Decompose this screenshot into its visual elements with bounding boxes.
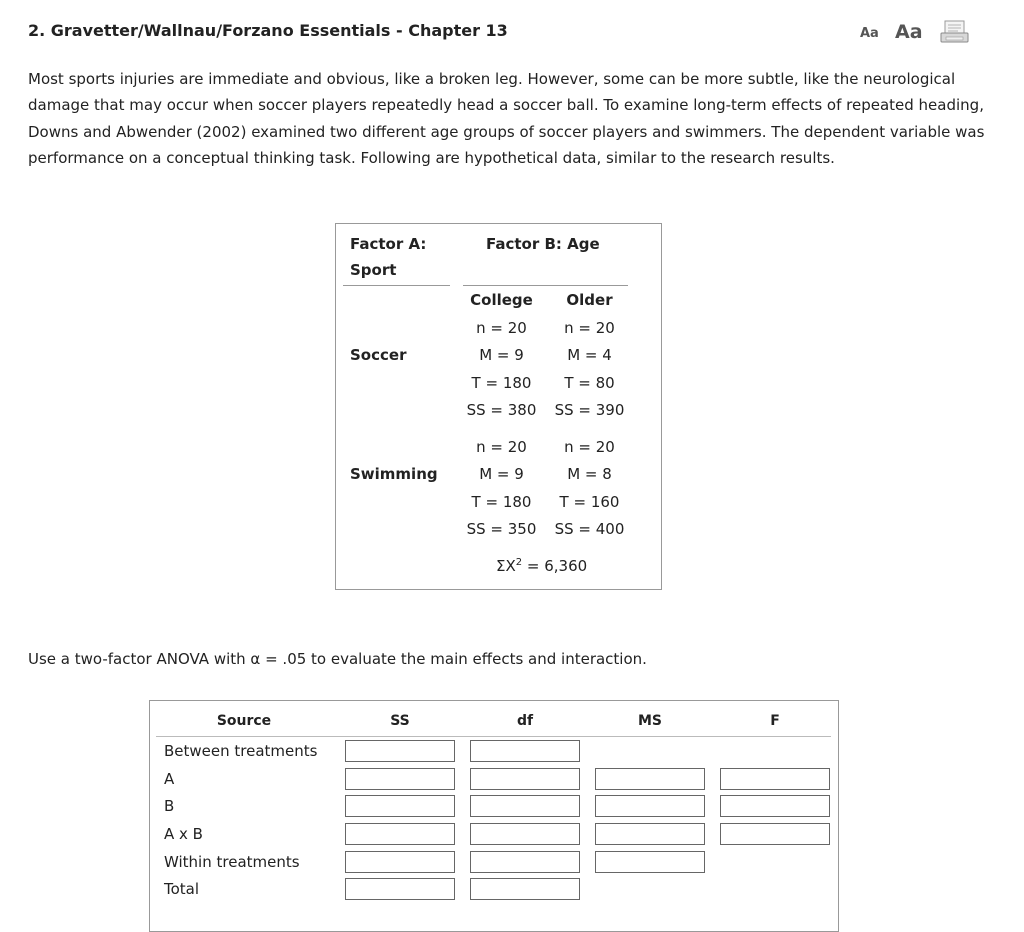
f-a-input[interactable] bbox=[720, 768, 830, 790]
factor-a-sport-label: Sport bbox=[350, 261, 397, 279]
increase-font-button[interactable]: Aa bbox=[895, 21, 923, 43]
question-title: 2. Gravetter/Wallnau/Forzano Essentials - Chapter 13 bbox=[28, 21, 508, 40]
row-label-axb: A x B bbox=[164, 825, 203, 843]
cell-stat: T = 180 bbox=[471, 493, 532, 511]
design-table bbox=[335, 223, 662, 590]
header-f: F bbox=[770, 713, 780, 729]
divider bbox=[156, 736, 831, 737]
ms-axb-input[interactable] bbox=[595, 823, 705, 845]
f-axb-input[interactable] bbox=[720, 823, 830, 845]
ms-a-input[interactable] bbox=[595, 768, 705, 790]
cell-stat: SS = 390 bbox=[554, 401, 625, 419]
row-label-between: Between treatments bbox=[164, 742, 318, 760]
ss-b-input[interactable] bbox=[345, 795, 455, 817]
row-label-a: A bbox=[164, 770, 175, 788]
cell-stat: n = 20 bbox=[564, 319, 615, 337]
cell-stat: M = 9 bbox=[479, 465, 524, 483]
sum-x-squared bbox=[496, 557, 587, 575]
cell-stat: n = 20 bbox=[564, 438, 615, 456]
intro-paragraph: Most sports injuries are immediate and obvious, like a broken leg. However, some can be more subtle, like the neurological damage that may occur when soccer players repeatedly head a soccer ball. To examine long-term effects of repeated heading, Downs and Abwender (2002) examined two different age groups of soccer players and swimmers. The dependent variable was performance on a conceptual thinking task. Following are hypothetical data, similar to the research results. bbox=[28, 70, 985, 167]
df-within-input[interactable] bbox=[470, 851, 580, 873]
divider bbox=[463, 285, 628, 286]
cell-stat: M = 9 bbox=[479, 346, 524, 364]
ms-b-input[interactable] bbox=[595, 795, 705, 817]
header-ms: MS bbox=[637, 713, 662, 729]
sum-x-value: = 6,360 bbox=[522, 557, 588, 575]
sum-x-symbol: ΣX bbox=[496, 557, 516, 575]
df-a-input[interactable] bbox=[470, 768, 580, 790]
divider bbox=[343, 285, 450, 286]
header-source: Source bbox=[216, 713, 272, 729]
cell-stat: M = 4 bbox=[567, 346, 612, 364]
ms-within-input[interactable] bbox=[595, 851, 705, 873]
cell-stat: n = 20 bbox=[476, 319, 527, 337]
df-total-input[interactable] bbox=[470, 878, 580, 900]
col-header-older: Older bbox=[566, 291, 613, 309]
row-label-total: Total bbox=[164, 880, 200, 898]
cell-stat: T = 160 bbox=[559, 493, 620, 511]
f-b-input[interactable] bbox=[720, 795, 830, 817]
cell-stat: T = 180 bbox=[471, 374, 532, 392]
header-df: df bbox=[516, 713, 534, 729]
decrease-font-button[interactable]: Aa bbox=[860, 26, 879, 41]
row-label-b: B bbox=[164, 797, 175, 815]
factor-a-label: Factor A: bbox=[350, 235, 427, 253]
row-label-within: Within treatments bbox=[164, 853, 300, 871]
ss-between-input[interactable] bbox=[345, 740, 455, 762]
cell-stat: T = 80 bbox=[564, 374, 615, 392]
row-label-swimming: Swimming bbox=[350, 465, 438, 483]
df-axb-input[interactable] bbox=[470, 823, 580, 845]
factor-b-label: Factor B: Age bbox=[486, 235, 600, 253]
df-between-input[interactable] bbox=[470, 740, 580, 762]
cell-stat: SS = 400 bbox=[554, 520, 625, 538]
print-icon[interactable] bbox=[940, 20, 970, 44]
cell-stat: M = 8 bbox=[567, 465, 612, 483]
ss-within-input[interactable] bbox=[345, 851, 455, 873]
ss-a-input[interactable] bbox=[345, 768, 455, 790]
cell-stat: n = 20 bbox=[476, 438, 527, 456]
col-header-college: College bbox=[470, 291, 533, 309]
instruction-text: Use a two-factor ANOVA with α = .05 to evaluate the main effects and interaction. bbox=[28, 650, 647, 668]
df-b-input[interactable] bbox=[470, 795, 580, 817]
header-ss: SS bbox=[390, 713, 410, 729]
cell-stat: SS = 350 bbox=[466, 520, 537, 538]
anova-table bbox=[149, 700, 839, 932]
cell-stat: SS = 380 bbox=[466, 401, 537, 419]
row-label-soccer: Soccer bbox=[350, 346, 407, 364]
sum-x-exponent: 2 bbox=[515, 557, 523, 568]
ss-total-input[interactable] bbox=[345, 878, 455, 900]
ss-axb-input[interactable] bbox=[345, 823, 455, 845]
